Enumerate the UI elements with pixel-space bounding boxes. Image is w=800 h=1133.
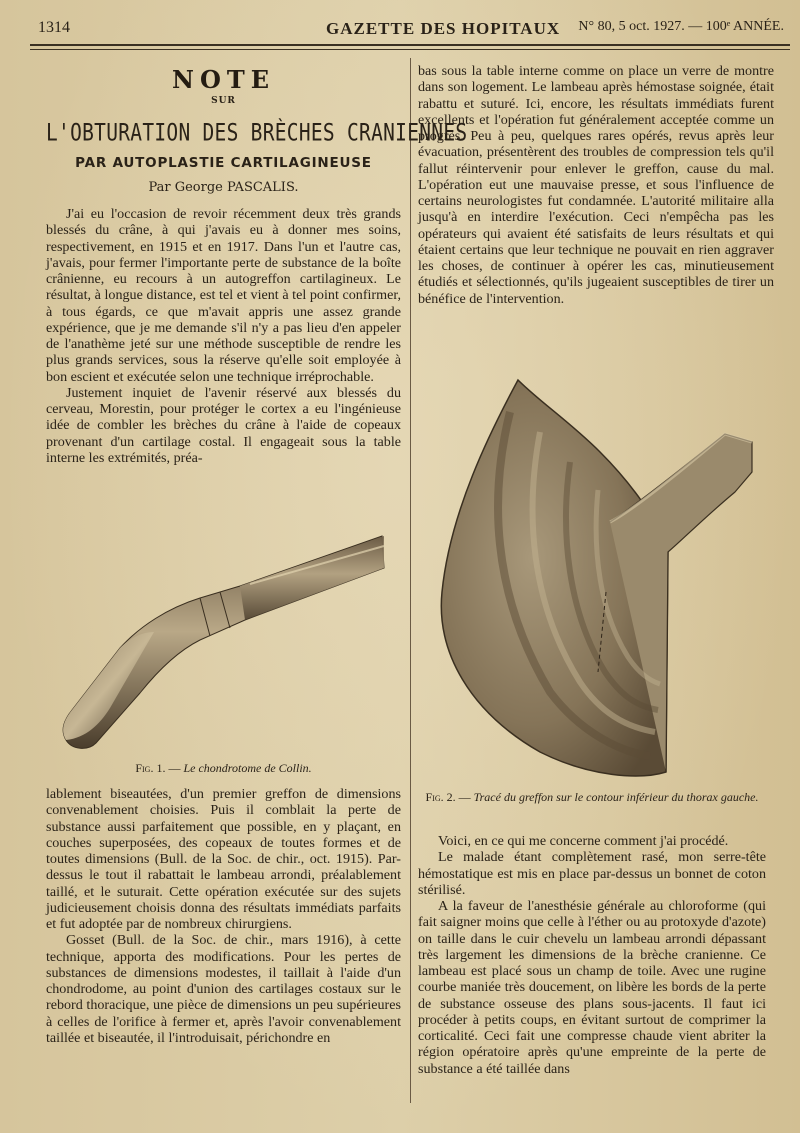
figure-1-text: Le chondrotome de Collin. [183,761,312,775]
figure-2-label: Fig. 2. — [425,790,471,804]
paragraph: bas sous la table interne comme on place un verre de montre dans son logement. Le lambeau après hémostase soignée, était rabattu et suturé. Ici, encore, les résultats immédiats furent excellents et l'opération fut généralement acceptée comme un progrès. Peu à peu, quelques rares opérés, revus après leur évacuation, présentèrent des troubles de compression tels qu'il fallut réintervenir pour enlever le greffon, cause du mal. L'opération eut une mauvaise presse, et sous l'influence de certains neurologistes fut condamnée. L'autorité militaire alla jusqu'à en interdire l'exécution. Ceci n'empêcha pas les opérateurs qui avaient été satisfaits de leurs résultats et qui étaient certains que leur technique ne pouvait en rien aggraver les choses, de continuer à opérer les cas, minutieusement étudiés et sélectionnés, qu'ils jugeaient susceptibles de tirer un bénéfice de l'intervention. [418,63,774,307]
column-2-bottom [418,833,766,1077]
note-sur: SUR [211,96,236,106]
article-author: Par George PASCALIS. [148,180,299,195]
paragraph: Voici, en ce qui me concerne comment j'ai procédé. [438,833,729,849]
issue-info: N° 80, 5 oct. 1927. — 100ᵉ ANNÉE. [578,19,784,34]
thorax-graft-illustration [430,372,770,782]
column-1-top [46,206,401,466]
paragraph: lablement biseautées, d'un premier greffon de dimensions convenablement choisies. Puis il comblait la perte de substance aussi parfaitement que possible, en y plaçant, en couches superposées, des copeaux de toutes formes et de toutes dimensions (Bull. de la Soc. de chir., oct. 1915). Par-dessus le tout il rabattait le lambeau arrondi, préalablement taillé, et le suturait. Cette opération exécutée sur des sujets judicieusement choisis donna des résultats immédiats parfaits et fut adoptée par de nombreux chirurgiens. [46,786,401,932]
chondrotome-illustration [50,528,400,754]
figure-1-caption [46,761,401,776]
paragraph: J'ai eu l'occasion de revoir récemment deux très grands blessés du crâne, à qui j'avais eu à donner mes soins, respectivement, en 1915 et en 1917. Dans l'un et l'autre cas, j'avais, pour fermer l'importante perte de substance de la boîte crânienne, eu recours à un autogreffon cartilagineux. Le résultat, à longue distance, est tel et vient à tel point confirmer, à tous égards, ce que m'avait appris une assez grande expérience, que je me demande s'il n'y a pas lieu d'en appeler de l'anathème jeté sur une méthode susceptible de rendre les plus grands services, sous la réserve qu'elle soit employée à bon escient et exécutée selon une technique irréprochable. [46,206,401,385]
journal-title: GAZETTE DES HOPITAUX [326,19,561,38]
article-title: L'OBTURATION DES BRÈCHES CRANIENNES [46,118,468,147]
header-rule-thin [30,49,790,50]
paragraph: Justement inquiet de l'avenir réservé aux blessés du cerveau, Morestin, pour protéger le cortex a eu l'ingénieuse idée de combler les brèches du crâne à l'aide de copeaux provenant d'un cartilage costal. Il engageait sous la table interne les extrémités, préa- [46,384,401,466]
column-1-bottom [46,786,401,1046]
figure-2-text: Tracé du greffon sur le contour inférieur du thorax gauche. [473,790,759,804]
page-number: 1314 [38,19,70,36]
figure-1-label: Fig. 1. — [135,761,181,775]
header-rule [30,44,790,46]
paragraph: Le malade étant complètement rasé, mon serre-tête hémostatique est mis en place par-dessus un bonnet de coton stérilisé. [418,849,766,898]
paragraph: Gosset (Bull. de la Soc. de chir., mars 1916), à cette technique, apporta des modifications. Pour les pertes de substances de dimensions modestes, il taillait à l'aide d'un chondrodome, au point d'union des cartilages costaux sur le rebord thoracique, une pièce de dimensions un peu supérieures à celles de l'orifice à fermer et, après l'avoir convenablement taillée et biseautée, il l'introduisait, périchondre en [46,932,401,1046]
figure-2-caption [418,790,766,804]
running-header [38,17,784,43]
note-heading: NOTE [172,65,275,94]
paragraph: A la faveur de l'anesthésie générale au chloroforme (qui fait saigner moins que celle à l'éther ou au protoxyde d'azote) on taille dans le cuir chevelu un lambeau arrondi dépassant très largement les dimensions de la brèche cranienne. Ce lambeau est placé sous un champ de toile. Avec une rugine courbe maniée très doucement, on libère les bords de la perte de substance osseuse des plans sous-jacents. Il faut ici procéder à petits coups, en évitant surtout de comprimer la corticalité. Ceci fait une compresse chaude vient abriter la région opératoire après qu'une empreinte de la perte de substance a été taillée dans [418,898,766,1077]
column-divider [410,58,411,1103]
article-subtitle: PAR AUTOPLASTIE CARTILAGINEUSE [75,155,372,171]
column-2-top [418,63,774,307]
